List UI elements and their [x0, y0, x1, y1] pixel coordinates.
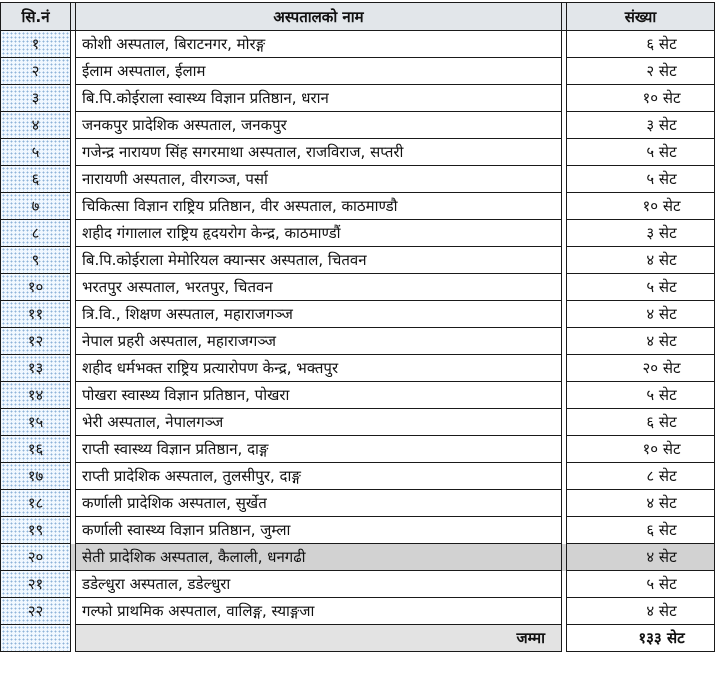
hospital-name-cell: बि.पि.कोईराला स्वास्थ्य विज्ञान प्रतिष्ठान, धरान — [76, 85, 562, 112]
hospital-name-cell: चिकित्सा विज्ञान राष्ट्रिय प्रतिष्ठान, वीर अस्पताल, काठमाण्डौ — [76, 193, 562, 220]
hospital-name-cell: शहीद गंगालाल राष्ट्रिय हृदयरोग केन्द्र, काठमाण्डौं — [76, 220, 562, 247]
serial-number-cell: १२ — [1, 328, 71, 355]
table-row — [1, 58, 715, 85]
total-count: १३३ सेट — [567, 625, 715, 652]
set-count-cell: ४ सेट — [567, 544, 715, 571]
serial-number-cell: २१ — [1, 571, 71, 598]
table-row — [1, 247, 715, 274]
table-row — [1, 166, 715, 193]
set-count-cell: २० सेट — [567, 355, 715, 382]
serial-number-header: सि.नं — [1, 3, 71, 31]
serial-number-cell: १६ — [1, 436, 71, 463]
table-row — [1, 382, 715, 409]
set-count-cell: १० सेट — [567, 85, 715, 112]
set-count-cell: १० सेट — [567, 193, 715, 220]
table-row — [1, 544, 715, 571]
table-row — [1, 274, 715, 301]
hospital-name-cell: राप्ती स्वास्थ्य विज्ञान प्रतिष्ठान, दाङ्ग — [76, 436, 562, 463]
serial-number-cell: ११ — [1, 301, 71, 328]
set-count-cell: ४ सेट — [567, 328, 715, 355]
hospital-name-cell: राप्ती प्रादेशिक अस्पताल, तुलसीपुर, दाङ्ग — [76, 463, 562, 490]
serial-number-cell: १४ — [1, 382, 71, 409]
hospital-name-cell: नारायणी अस्पताल, वीरगञ्ज, पर्सा — [76, 166, 562, 193]
hospital-name-cell: डडेल्धुरा अस्पताल, डडेल्धुरा — [76, 571, 562, 598]
hospital-name-cell: भरतपुर अस्पताल, भरतपुर, चितवन — [76, 274, 562, 301]
serial-number-cell: १३ — [1, 355, 71, 382]
hospital-name-cell: जनकपुर प्रादेशिक अस्पताल, जनकपुर — [76, 112, 562, 139]
serial-number-cell: ५ — [1, 139, 71, 166]
set-count-cell: ६ सेट — [567, 517, 715, 544]
hospital-name-cell: कोशी अस्पताल, बिराटनगर, मोरङ्ग — [76, 31, 562, 58]
table-row — [1, 112, 715, 139]
serial-number-cell: १५ — [1, 409, 71, 436]
hospital-name-cell: कर्णाली स्वास्थ्य विज्ञान प्रतिष्ठान, जुम्ला — [76, 517, 562, 544]
set-count-cell: ५ सेट — [567, 571, 715, 598]
serial-number-cell: १९ — [1, 517, 71, 544]
hospital-name-cell: बि.पि.कोईराला मेमोरियल क्यान्सर अस्पताल, चितवन — [76, 247, 562, 274]
set-count-cell: ५ सेट — [567, 274, 715, 301]
set-count-cell: ६ सेट — [567, 31, 715, 58]
table-row — [1, 355, 715, 382]
set-count-cell: ४ सेट — [567, 598, 715, 625]
table-row — [1, 193, 715, 220]
table-row — [1, 139, 715, 166]
table-body — [1, 31, 715, 625]
set-count-cell: ६ सेट — [567, 409, 715, 436]
hospital-name-cell: ईलाम अस्पताल, ईलाम — [76, 58, 562, 85]
hospital-name-cell: शहीद धर्मभक्त राष्ट्रिय प्रत्यारोपण केन्द्र, भक्तपुर — [76, 355, 562, 382]
set-count-cell: ४ सेट — [567, 490, 715, 517]
table-row — [1, 409, 715, 436]
table-row — [1, 571, 715, 598]
set-count-cell: १० सेट — [567, 436, 715, 463]
table-row — [1, 490, 715, 517]
serial-number-cell: २० — [1, 544, 71, 571]
set-count-cell: ५ सेट — [567, 382, 715, 409]
serial-number-cell: २ — [1, 58, 71, 85]
count-header: संख्या — [567, 3, 715, 31]
hospital-name-cell: नेपाल प्रहरी अस्पताल, महाराजगञ्ज — [76, 328, 562, 355]
table-row — [1, 463, 715, 490]
set-count-cell: ३ सेट — [567, 220, 715, 247]
hospital-name-header: अस्पतालको नाम — [76, 3, 562, 31]
serial-number-cell: २२ — [1, 598, 71, 625]
set-count-cell: ४ सेट — [567, 247, 715, 274]
serial-number-cell: ७ — [1, 193, 71, 220]
serial-number-cell: १७ — [1, 463, 71, 490]
hospital-allocation-sheet — [0, 2, 714, 652]
serial-number-cell: ८ — [1, 220, 71, 247]
serial-number-cell: ३ — [1, 85, 71, 112]
total-label: जम्मा — [76, 625, 562, 652]
hospital-allocation-table — [0, 2, 715, 652]
table-row — [1, 85, 715, 112]
set-count-cell: ३ सेट — [567, 112, 715, 139]
set-count-cell: २ सेट — [567, 58, 715, 85]
table-row — [1, 436, 715, 463]
set-count-cell: ५ सेट — [567, 166, 715, 193]
hospital-name-cell: गजेन्द्र नारायण सिंह सगरमाथा अस्पताल, राजविराज, सप्तरी — [76, 139, 562, 166]
table-row — [1, 31, 715, 58]
table-header-row — [1, 3, 715, 31]
hospital-name-cell: सेती प्रादेशिक अस्पताल, कैलाली, धनगढी — [76, 544, 562, 571]
table-row — [1, 220, 715, 247]
set-count-cell: ४ सेट — [567, 301, 715, 328]
serial-number-cell: ६ — [1, 166, 71, 193]
serial-number-cell: ४ — [1, 112, 71, 139]
hospital-name-cell: गल्फो प्राथमिक अस्पताल, वालिङ्ग, स्याङ्गजा — [76, 598, 562, 625]
hospital-name-cell: त्रि.वि., शिक्षण अस्पताल, महाराजगञ्ज — [76, 301, 562, 328]
serial-number-cell: १ — [1, 31, 71, 58]
total-row — [1, 625, 715, 652]
hospital-name-cell: पोखरा स्वास्थ्य विज्ञान प्रतिष्ठान, पोखरा — [76, 382, 562, 409]
table-row — [1, 301, 715, 328]
set-count-cell: ८ सेट — [567, 463, 715, 490]
table-row — [1, 517, 715, 544]
table-row — [1, 598, 715, 625]
hospital-name-cell: कर्णाली प्रादेशिक अस्पताल, सुर्खेत — [76, 490, 562, 517]
set-count-cell: ५ सेट — [567, 139, 715, 166]
hospital-name-cell: भेरी अस्पताल, नेपालगञ्ज — [76, 409, 562, 436]
total-serial-cell — [1, 625, 71, 652]
serial-number-cell: ९ — [1, 247, 71, 274]
serial-number-cell: १० — [1, 274, 71, 301]
table-row — [1, 328, 715, 355]
serial-number-cell: १८ — [1, 490, 71, 517]
